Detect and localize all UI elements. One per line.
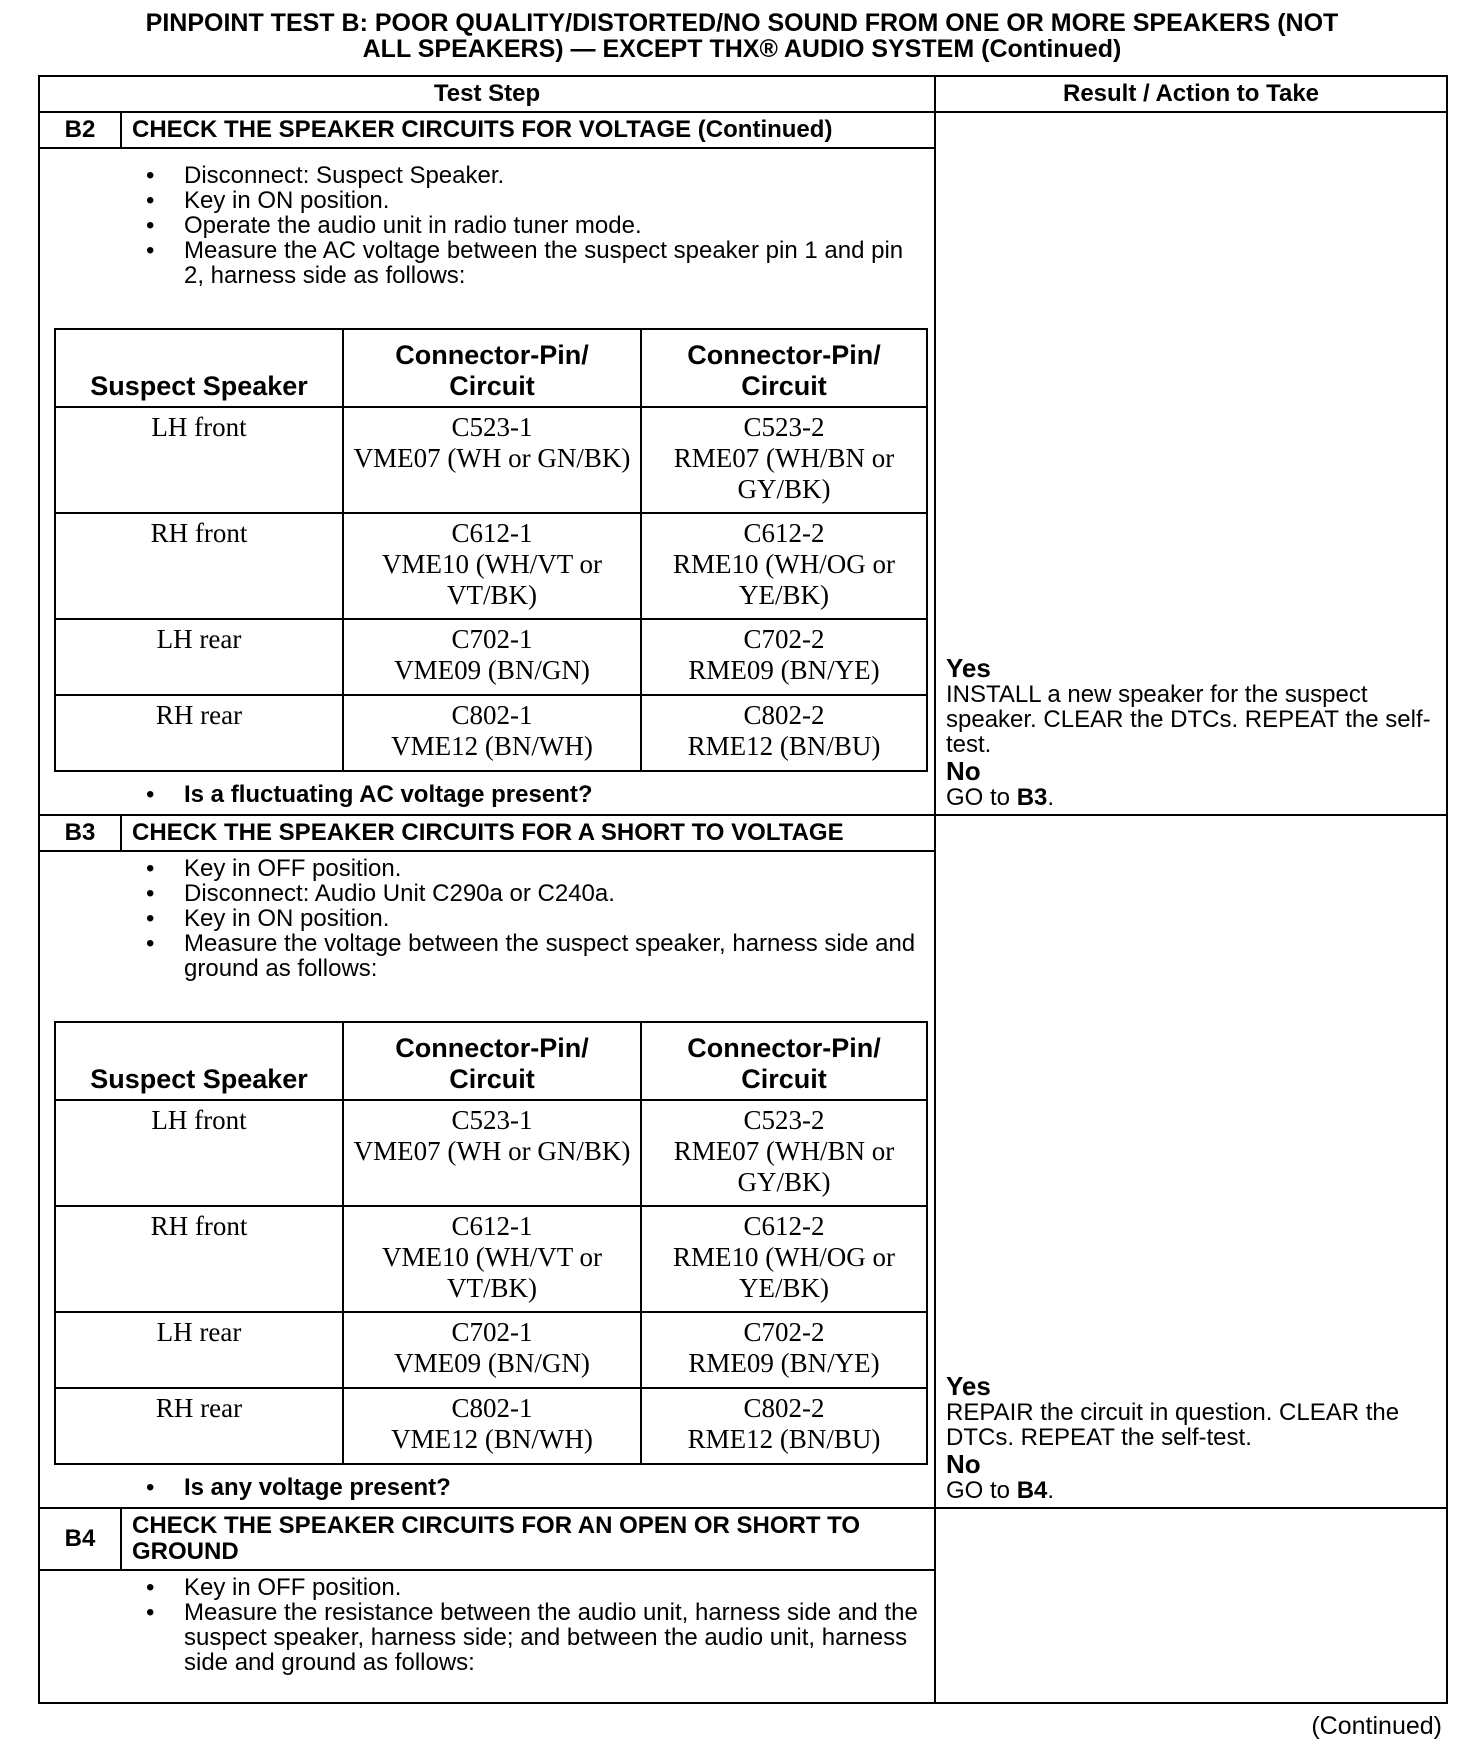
step-b2-result [935,112,1447,815]
b2-speaker-table [54,328,928,772]
b2-yes-label: Yes [946,653,991,683]
pin2-cell [641,407,927,513]
b2-bullet-list [54,163,920,288]
pin-label: C702-1 [451,1317,533,1347]
pin2-cell [641,513,927,619]
circuit-label: RME09 (BN/YE) [688,655,880,685]
list-item: • Disconnect: Suspect Speaker. [54,163,920,188]
b2-no-text [946,785,1442,810]
table-row [55,695,927,771]
pin-label: C523-1 [451,1105,533,1135]
pin-label: C702-2 [743,1317,825,1347]
step-b3-result [935,815,1447,1508]
pin-label: C612-1 [451,1211,533,1241]
table-row [55,329,927,407]
pin-label: C802-1 [451,1393,533,1423]
step-b2-content [39,148,935,815]
circuit-label: VME07 (WH or GN/BK) [353,1136,631,1166]
speaker-cell: RH rear [55,1388,343,1464]
pin1-cell [343,619,641,695]
step-b2-title: CHECK THE SPEAKER CIRCUITS FOR VOLTAGE (Continued) [121,112,935,148]
list-item: • Key in ON position. [54,906,920,931]
col-header-suspect-speaker: Suspect Speaker [55,1022,343,1100]
circuit-label: VME12 (BN/WH) [391,1424,593,1454]
speaker-cell: LH rear [55,619,343,695]
step-b4-number: B4 [39,1508,121,1570]
b3-speaker-table [54,1021,928,1465]
circuit-label: RME07 (WH/BN or GY/BK) [673,443,895,504]
pin1-cell [343,407,641,513]
pin2-cell [641,619,927,695]
pin-label: C802-1 [451,700,533,730]
table-row [55,513,927,619]
speaker-cell: LH front [55,407,343,513]
pin-label: C612-1 [451,518,533,548]
step-b4-title: CHECK THE SPEAKER CIRCUITS FOR AN OPEN OR SHORT TO GROUND [121,1508,935,1570]
table-row [55,1100,927,1206]
pin-label: C523-2 [743,412,825,442]
pin1-cell [343,695,641,771]
speaker-cell: RH front [55,513,343,619]
list-item: • Measure the resistance between the audio unit, harness side and the suspect speaker, harness side; and between the audio unit, harness side and ground as follows: [54,1600,920,1675]
step-b4-heading-row [39,1508,1447,1570]
b2-no-suffix: . [1047,784,1055,811]
pin1-cell [343,1206,641,1312]
page-title-line2: ALL SPEAKERS) — EXCEPT THX® AUDIO SYSTEM (Continued) [362,35,1122,63]
list-item: • Disconnect: Audio Unit C290a or C240a. [54,881,920,906]
b3-question: • Is any voltage present? [54,1475,920,1501]
circuit-label: VME10 (WH/VT or VT/BK) [382,1242,602,1303]
circuit-label: VME09 (BN/GN) [394,1348,590,1378]
pin-label: C702-1 [451,624,533,654]
col-header-connector-pin-2: Connector-Pin/ Circuit [641,1022,927,1100]
list-item: • Key in ON position. [54,188,920,213]
b3-bullet-list [54,856,920,981]
circuit-label: RME09 (BN/YE) [688,1348,880,1378]
b3-no-text [946,1478,1442,1503]
circuit-label: VME12 (BN/WH) [391,731,593,761]
pin-label: C702-2 [743,624,825,654]
pin1-cell [343,1388,641,1464]
pin2-cell [641,1206,927,1312]
pin2-cell [641,1100,927,1206]
pin2-cell [641,1388,927,1464]
step-b3-content [39,851,935,1508]
list-item: • Measure the AC voltage between the suspect speaker pin 1 and pin 2, harness side as follows: [54,238,920,288]
b2-no-prefix: GO to [946,784,1017,811]
b4-bullet-list [54,1575,920,1675]
b3-no-suffix: . [1047,1477,1055,1504]
list-item: • Operate the audio unit in radio tuner mode. [54,213,920,238]
pin-label: C612-2 [743,1211,825,1241]
table-row [55,1022,927,1100]
step-b3-title: CHECK THE SPEAKER CIRCUITS FOR A SHORT TO VOLTAGE [121,815,935,851]
circuit-label: VME09 (BN/GN) [394,655,590,685]
speaker-cell: RH rear [55,695,343,771]
step-b3-number: B3 [39,815,121,851]
pin2-cell [641,1312,927,1388]
pin1-cell [343,1100,641,1206]
circuit-label: RME12 (BN/BU) [687,731,881,761]
b2-yes-text: INSTALL a new speaker for the suspect speaker. CLEAR the DTCs. REPEAT the self-test. [946,681,1431,758]
col-header-connector-pin-1: Connector-Pin/ Circuit [343,1022,641,1100]
pin-label: C802-2 [743,1393,825,1423]
b3-yes-text: REPAIR the circuit in question. CLEAR the DTCs. REPEAT the self-test. [946,1399,1400,1451]
table-row [55,1206,927,1312]
list-item: • Measure the voltage between the suspect speaker, harness side and ground as follows: [54,931,920,981]
speaker-cell: LH front [55,1100,343,1206]
b3-yes-label: Yes [946,1371,991,1401]
step-b3-heading-row [39,815,1447,851]
continued-footer: (Continued) [1311,1712,1442,1740]
col-header-connector-pin-2: Connector-Pin/ Circuit [641,329,927,407]
col-header-connector-pin-1: Connector-Pin/ Circuit [343,329,641,407]
step-b2-number: B2 [39,112,121,148]
page-title-line1: PINPOINT TEST B: POOR QUALITY/DISTORTED/NO SOUND FROM ONE OR MORE SPEAKERS (NOT [145,9,1339,37]
circuit-label: RME10 (WH/OG or YE/BK) [673,549,895,610]
pin-label: C612-2 [743,518,825,548]
col-header-suspect-speaker: Suspect Speaker [55,329,343,407]
list-item: • Key in OFF position. [54,856,920,881]
test-step-header: Test Step [39,76,935,112]
b2-goto-target: B3 [1016,784,1048,811]
circuit-label: RME12 (BN/BU) [687,1424,881,1454]
circuit-label: RME07 (WH/BN or GY/BK) [673,1136,895,1197]
result-action-header: Result / Action to Take [935,76,1447,112]
step-b4-result [935,1508,1447,1703]
pin-label: C802-2 [743,700,825,730]
circuit-label: VME07 (WH or GN/BK) [353,443,631,473]
page-title [38,10,1446,62]
table-row [55,407,927,513]
speaker-cell: RH front [55,1206,343,1312]
b3-goto-target: B4 [1016,1477,1048,1504]
list-item: • Key in OFF position. [54,1575,920,1600]
circuit-label: RME10 (WH/OG or YE/BK) [673,1242,895,1303]
pin2-cell [641,695,927,771]
speaker-cell: LH rear [55,1312,343,1388]
pin1-cell [343,513,641,619]
circuit-label: VME10 (WH/VT or VT/BK) [382,549,602,610]
b3-no-label: No [946,1449,981,1479]
table-row [55,1388,927,1464]
b2-question: • Is a fluctuating AC voltage present? [54,782,920,808]
b3-no-prefix: GO to [946,1477,1017,1504]
pinpoint-test-table [38,75,1448,1704]
pin1-cell [343,1312,641,1388]
b2-no-label: No [946,756,981,786]
step-b2-heading-row [39,112,1447,148]
table-row [55,1312,927,1388]
step-b4-content [39,1570,935,1703]
table-row [55,619,927,695]
table-header-row [39,76,1447,112]
pin-label: C523-1 [451,412,533,442]
pin-label: C523-2 [743,1105,825,1135]
